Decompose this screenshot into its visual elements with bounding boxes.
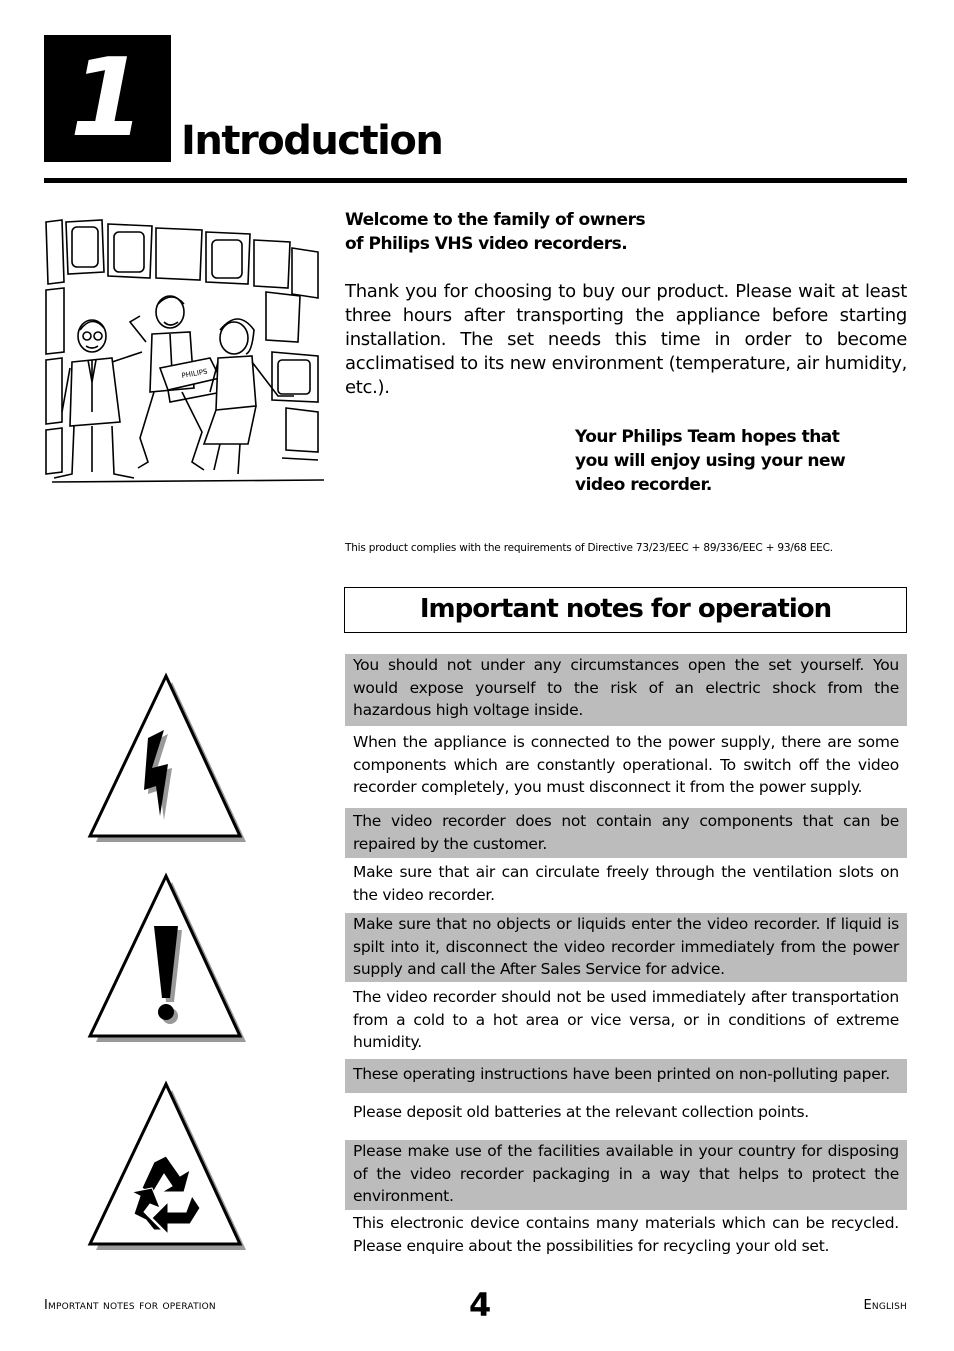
intro-paragraph: Thank you for choosing to buy our product. Please wait at least three hours after transporting the appliance before starting installation. The set needs this time in order to become acclimatised to its new environment (temperature, air humidity, etc.). <box>345 281 907 398</box>
note-liquids: Make sure that no objects or liquids enter the video recorder. If liquid is spilt into it, disconnect the video recorder immediately from the power supply and call the After Sales Service for advice. <box>345 913 907 982</box>
team-message <box>575 425 875 497</box>
page-number: 4 <box>469 1286 492 1324</box>
footer-section-label: Important notes for operation <box>44 1298 216 1313</box>
team-line-1: Your Philips Team hopes that <box>575 427 840 447</box>
welcome-line-1: Welcome to the family of owners <box>345 210 646 230</box>
recycle-icon <box>86 1080 250 1252</box>
note-recycling: This electronic device contains many materials which can be recycled. Please enquire about the possibilities for recycling your old set. <box>353 1214 899 1255</box>
page-title: Introduction <box>181 118 443 164</box>
welcome-heading <box>345 208 745 256</box>
note-packaging: Please make use of the facilities available in your country for disposing of the video recorder packaging in a way that helps to protect the environment. <box>345 1140 907 1210</box>
illustration-philips-family <box>42 212 324 490</box>
note-ventilation: Make sure that air can circulate freely through the ventilation slots on the video recorder. <box>353 863 899 904</box>
footer-language: English <box>863 1298 907 1313</box>
note-transportation: The video recorder should not be used immediately after transportation from a cold to a hot area or vice versa, or in conditions of extreme humidity. <box>353 988 899 1051</box>
note-power-supply: When the appliance is connected to the power supply, there are some components which are constantly operational. To switch off the video recorder completely, you must disconnect it from the power supply. <box>353 733 899 796</box>
team-line-2: you will enjoy using your new <box>575 451 846 471</box>
note-open-set: You should not under any circumstances open the set yourself. You would expose yourself to the risk of an electric shock from the hazardous high voltage inside. <box>345 654 907 726</box>
high-voltage-warning-icon <box>86 672 250 844</box>
chapter-number: 1 <box>69 36 146 161</box>
compliance-note: This product complies with the requirements of Directive 73/23/EEC + 89/336/EEC + 93/68 EEC. <box>345 542 833 554</box>
note-no-repairable-parts: The video recorder does not contain any components that can be repaired by the customer. <box>345 808 907 858</box>
title-divider <box>44 178 907 183</box>
note-paper: These operating instructions have been printed on non-polluting paper. <box>345 1059 907 1093</box>
team-line-3: video recorder. <box>575 475 712 495</box>
welcome-line-2: of Philips VHS video recorders. <box>345 234 628 254</box>
chapter-number-box <box>44 35 171 162</box>
caution-exclamation-icon <box>86 872 250 1044</box>
note-batteries: Please deposit old batteries at the relevant collection points. <box>353 1103 809 1121</box>
section-heading: Important notes for operation <box>344 587 907 633</box>
box-brand-label: PHILIPS <box>180 367 209 380</box>
